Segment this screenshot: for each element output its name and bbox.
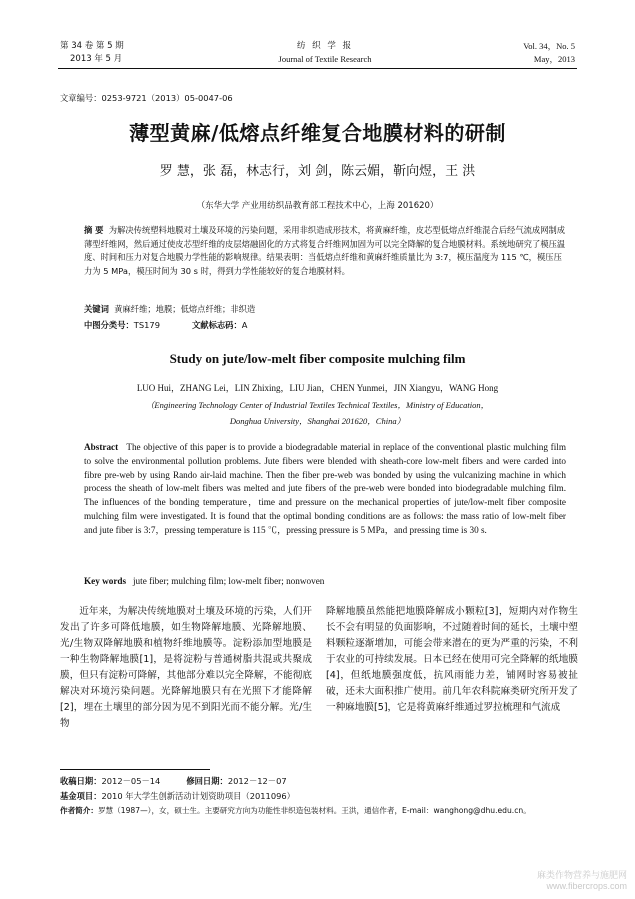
journal-date: 2013 年 5 月 (70, 54, 123, 64)
received-date: 2012－05－14 (101, 776, 161, 786)
clc-value: TS179 (133, 320, 160, 330)
keywords-en-text: jute fiber; mulching film; low-melt fiber; nonwoven (133, 576, 325, 586)
keywords-cn (84, 303, 566, 317)
keywords-cn-text: 黄麻纤维；地膜；低熔点纤维；非织造 (114, 304, 256, 314)
keywords-cn-label: 关键词 (84, 304, 109, 314)
header-rule (58, 68, 577, 69)
clc-label: 中图分类号： (84, 320, 134, 330)
revised-label: 修回日期： (186, 776, 228, 786)
watermark-cn: 麻类作物营养与施肥网 (536, 871, 627, 881)
abstract-cn-text: 为解决传统塑料地膜对土壤及环境的污染问题，采用非织造成形技术，将黄麻纤维，皮芯型低熔点纤维混合后经气流成网制成薄型纤维网，然后通过使皮芯型纤维的皮层熔融固化的方式将复合纤维网加固为可以完全降解的复合地膜材料。系统地研究了模压温度、时间和压力对复合地膜力学性能的影响规律。结果表明：当低熔点纤维和黄麻纤维质量比为 3:7，模压温度为 115 ℃，模压压力为 5 MPa，模压时间为 30 s 时，得到力学性能较好的复合地膜材料。 (84, 225, 566, 276)
journal-date-en: May，2013 (533, 54, 575, 64)
title-cn: 薄型黄麻/低熔点纤维复合地膜材料的研制 (129, 121, 506, 145)
author-text: 罗慧（1987—），女，硕士生。主要研究方向为功能性非织造包装材料。王洪，通信作者，E-mail：wanghong@dhu.edu.cn。 (97, 806, 531, 815)
watermark-url: www.fibercrops.com (546, 881, 627, 891)
affiliation-en-1: （Engineering Technology Center of Industrial Textiles Technical Textiles，Ministry of Education， (145, 400, 490, 410)
footnote-dates (60, 774, 287, 788)
abstract-en-label: Abstract (84, 442, 119, 452)
revised-date: 2012－12－07 (227, 776, 287, 786)
abstract-cn-label: 摘 要 (84, 225, 104, 235)
authors-cn: 罗 慧，张 磊，林志行，刘 剑，陈云媚，靳向煜，王 洪 (159, 164, 476, 179)
journal-name-cn: 纺 织 学 报 (296, 41, 354, 51)
doc-code-value: A (241, 320, 248, 330)
keywords-en-label: Key words (84, 576, 127, 586)
affiliation-en-2: Donghua University，Shanghai 201620，China） (229, 416, 406, 426)
journal-volume-en: Vol. 34，No. 5 (523, 41, 575, 51)
article-number: 文章编号：0253-9721（2013）05-0047-06 (60, 93, 233, 103)
journal-name-en: Journal of Textile Research (278, 54, 372, 64)
footnote-fund (60, 789, 295, 803)
abstract-en (84, 441, 566, 538)
doc-code-label: 文献标志码： (191, 320, 242, 330)
fund-label: 基金项目： (60, 791, 102, 801)
keywords-en (84, 576, 324, 586)
abstract-cn (84, 224, 566, 278)
body-column-right: 降解地膜虽然能把地膜降解成小颗粒[3]，短期内对作物生长不会有明显的负面影响，不过随着时间的延长，土壤中塑料颗粒逐渐增加，可能会带来潜在的更为严重的污染，不利于农业的可持续发展。日本已经在使用可完全降解的纸地膜[4]，但纸地膜强度低，抗风雨能力差，铺网时容易被扯破，还未大面积推广使用。前几年农科院麻类研究所开发了一种麻地膜[5]，它是将黄麻纤维通过罗拉梳理和气流成 (326, 606, 578, 713)
author-label: 作者简介： (60, 806, 98, 815)
fund-text: 2010 年大学生创新活动计划资助项目（2011096） (101, 791, 295, 801)
footnote-rule (60, 769, 210, 770)
body-column-left: 近年来，为解决传统地膜对土壤及环境的污染，人们开发出了许多可降低地膜，如生物降解地膜、光降解地膜、光/生物双降解地膜和植物纤维地膜等。淀粉添加型地膜是一种生物降解地膜[1]，是将淀粉与普通树脂共混或共聚成膜，但只有淀粉可降解，其他部分难以完全降解，不能彻底解决对环境污染问题。光降解地膜只有在光照下才能降解[2]，埋在土壤里的部分因为见不到阳光而不能分解。光/生物 (60, 606, 312, 729)
classification-cn (84, 319, 566, 333)
footnote-author (60, 804, 531, 818)
authors-en: LUO Hui，ZHANG Lei，LIN Zhixing，LIU Jian，CHEN Yunmei，JIN Xiangyu，WANG Hong (136, 383, 499, 393)
received-label: 收稿日期： (60, 776, 102, 786)
journal-volume: 第 34 卷 第 5 期 (60, 41, 124, 51)
title-en: Study on jute/low-melt fiber composite mulching film (169, 351, 466, 366)
abstract-en-text: The objective of this paper is to provide a biodegradable material in replace of the conventional plastic mulching film to solve the environmental pollution problems. Jute fibers were blended with sheath-core low-melt fibers and were carded into fibre pre-web by using Rando air-laid machine. Then the fiber pre-web was bonded by using the vulcanizing machine in which process the sheath of low-melt fibers was melted and jute fibers of the pre-web were bonded into biodegradable mulching film. The influences of the bonding temperature，time and pressure on the mechanical properties of jute/low-melt fiber composite mulching film were investigated. It is found that the optimal bonding conditions are as follows: the mass ratio of low-melt fiber and jute fiber is 3:7，pressing temperature is 115 ℃，pressing pressure is 5 MPa，and pressing time is 30 s. (84, 442, 566, 535)
affiliation-cn: （东华大学 产业用纺织品教育部工程技术中心，上海 201620） (196, 201, 439, 211)
